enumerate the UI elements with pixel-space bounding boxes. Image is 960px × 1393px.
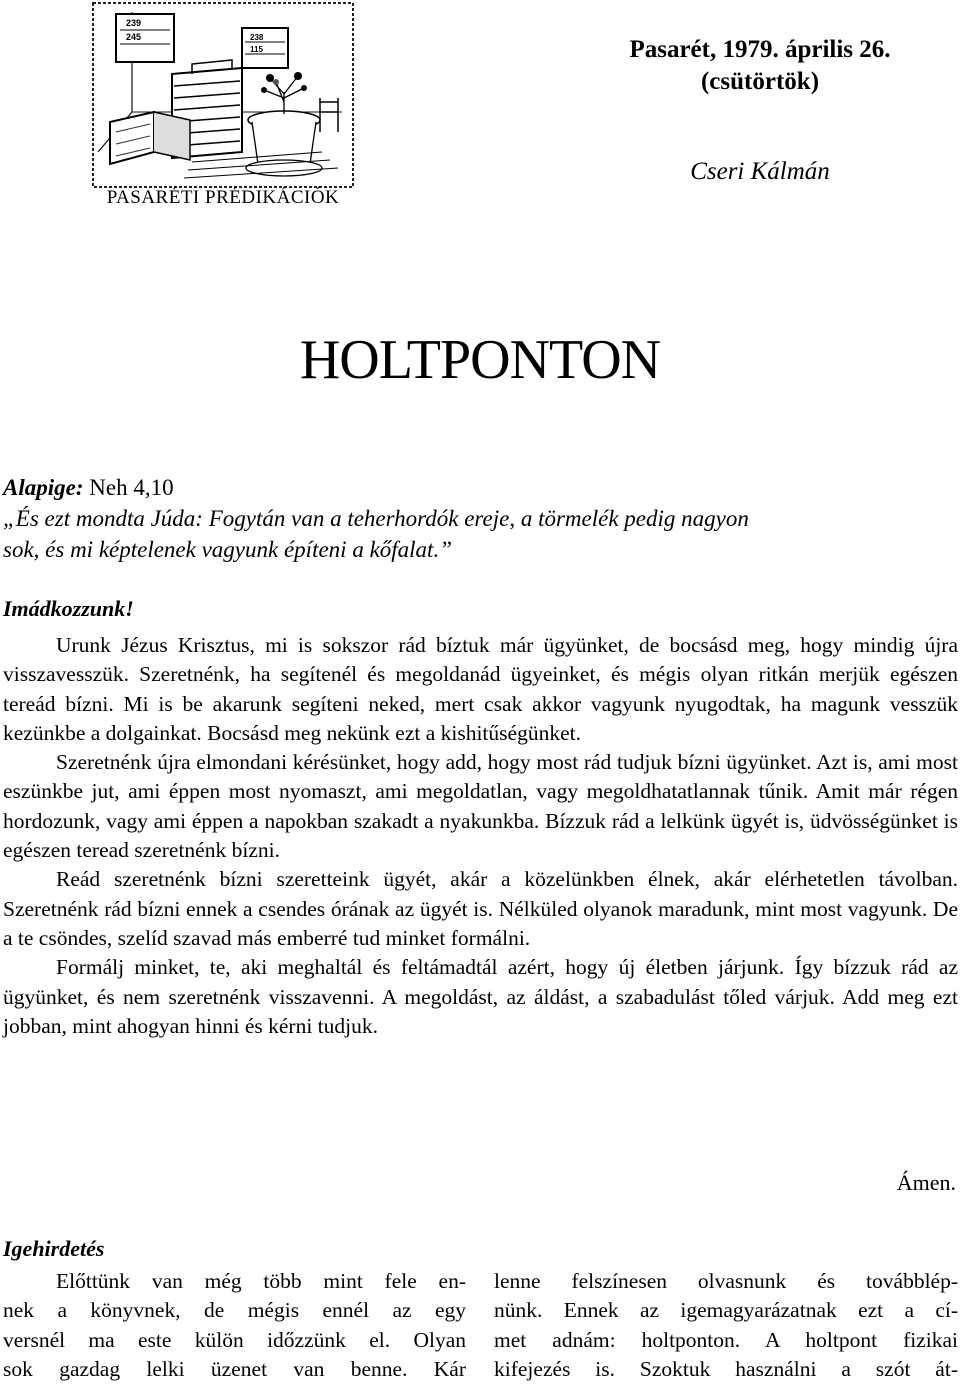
- series-label: PASARÉTI PRÉDIKÁCIÓK: [106, 187, 340, 208]
- sermon-line: lenne felszínesen olvasnunk és továbblép-: [494, 1269, 958, 1293]
- sermon-column-right: [494, 1267, 958, 1384]
- prayer-heading: Imádkozzunk!: [3, 596, 134, 621]
- hymn-board-right: [242, 28, 288, 68]
- sermon-line: met adnám: holtponton. A holtpont fizikai: [494, 1327, 958, 1352]
- sermon-line: versnél ma este külön időzzünk el. Olyan: [3, 1327, 466, 1352]
- prayer-paragraph: Szeretnénk újra elmondani kérésünket, hogy add, hogy most rád tudjuk bízni ügyünket. Azt is, ami most eszünkbe jut, ami éppen most nyomaszt, ami megoldatlan, vagy megoldhatatlannak tűnik. Amit már régen hordozunk, vagy ami éppen a napokban szakadt a nyakunkba. Bízzuk rád a lelkünk ügyét is, üdvösségünket is egészen teread szeretnénk bízni.: [3, 750, 958, 863]
- prayer-paragraph: Reád szeretnénk bízni szeretteink ügyét, akár a közelünkben élnek, akár elérhetetlen távolban. Szeretnénk rád bízni ennek a csendes órának az ügyét is. Nélküled olyanok maradunk, mint most vagyunk. De a te csöndes, szelíd szavad más emberré tud minket formálni.: [3, 867, 958, 950]
- scripture-quote-line: „És ezt mondta Júda: Fogytán van a teherhordók ereje, a törmelék pedig nagyon: [3, 506, 749, 531]
- prayer-amen: Ámen.: [896, 1170, 956, 1195]
- prayer-paragraph: Urunk Jézus Krisztus, mi is sokszor rád bíztuk már ügyünket, de bocsásd meg, hogy mindig újra visszavesszük. Szeretnénk, ha segítenél és megoldanád ügyeinket, és mégis olyan ritkán merjük egészen tereád bízni. Mi is be akarunk segíteni neked, mert csak akkor vagyunk nyugodtak, ha magunk vesszük kezünkbe a dolgainkat. Bocsásd meg nekünk ezt a kishitűségünket.: [3, 633, 958, 745]
- sermon-title: HOLTPONTON: [299, 329, 661, 391]
- sermon-line: sok gazdag lelki üzenet van benne. Kár: [3, 1356, 466, 1381]
- hymn-board-left: [116, 14, 174, 62]
- author-name: Cseri Kálmán: [690, 158, 830, 185]
- pasarét-church-illustration: [92, 2, 354, 188]
- scripture-reference-line: [3, 472, 958, 503]
- scripture-label: Alapige:: [3, 475, 84, 500]
- sermon-weekday: (csütörtök): [700, 68, 820, 95]
- sermon-line: kifejezés is. Szoktuk használni a szót át-: [494, 1356, 958, 1381]
- sermon-column-left: [3, 1267, 466, 1384]
- prayer-paragraph: Formálj minket, te, aki meghaltál és feltámadtál azért, hogy új életben járjunk. Így bízzuk rád az ügyünket, és nem szeretnénk visszavenni. A megoldást, az áldást, a szabadulást tőled várjuk. Add meg ezt jobban, mint ahogyan hinni és kérni tudjuk.: [3, 955, 958, 1038]
- hymn-number: 245: [126, 32, 142, 42]
- sermon-line: Előttünk van még több mint fele en-: [56, 1269, 466, 1293]
- sermon-line: nek a könyvnek, de mégis ennél az egy: [3, 1298, 466, 1323]
- scripture-reference-block: [3, 472, 958, 565]
- sermon-date: Pasarét, 1979. április 26.: [629, 36, 891, 63]
- sermon-heading: Igehirdetés: [3, 1236, 105, 1261]
- hymn-number: 115: [250, 45, 263, 54]
- hymn-number: 239: [126, 18, 142, 28]
- prayer-text: [3, 631, 958, 1041]
- scripture-quote-line: sok, és mi képtelenek vagyunk építeni a kőfalat.”: [3, 537, 452, 562]
- sermon-line: nünk. Ennek az igemagyarázatnak ezt a cí-: [494, 1298, 958, 1323]
- hymn-number: 238: [250, 33, 264, 42]
- scripture-reference: Neh 4,10: [83, 475, 174, 500]
